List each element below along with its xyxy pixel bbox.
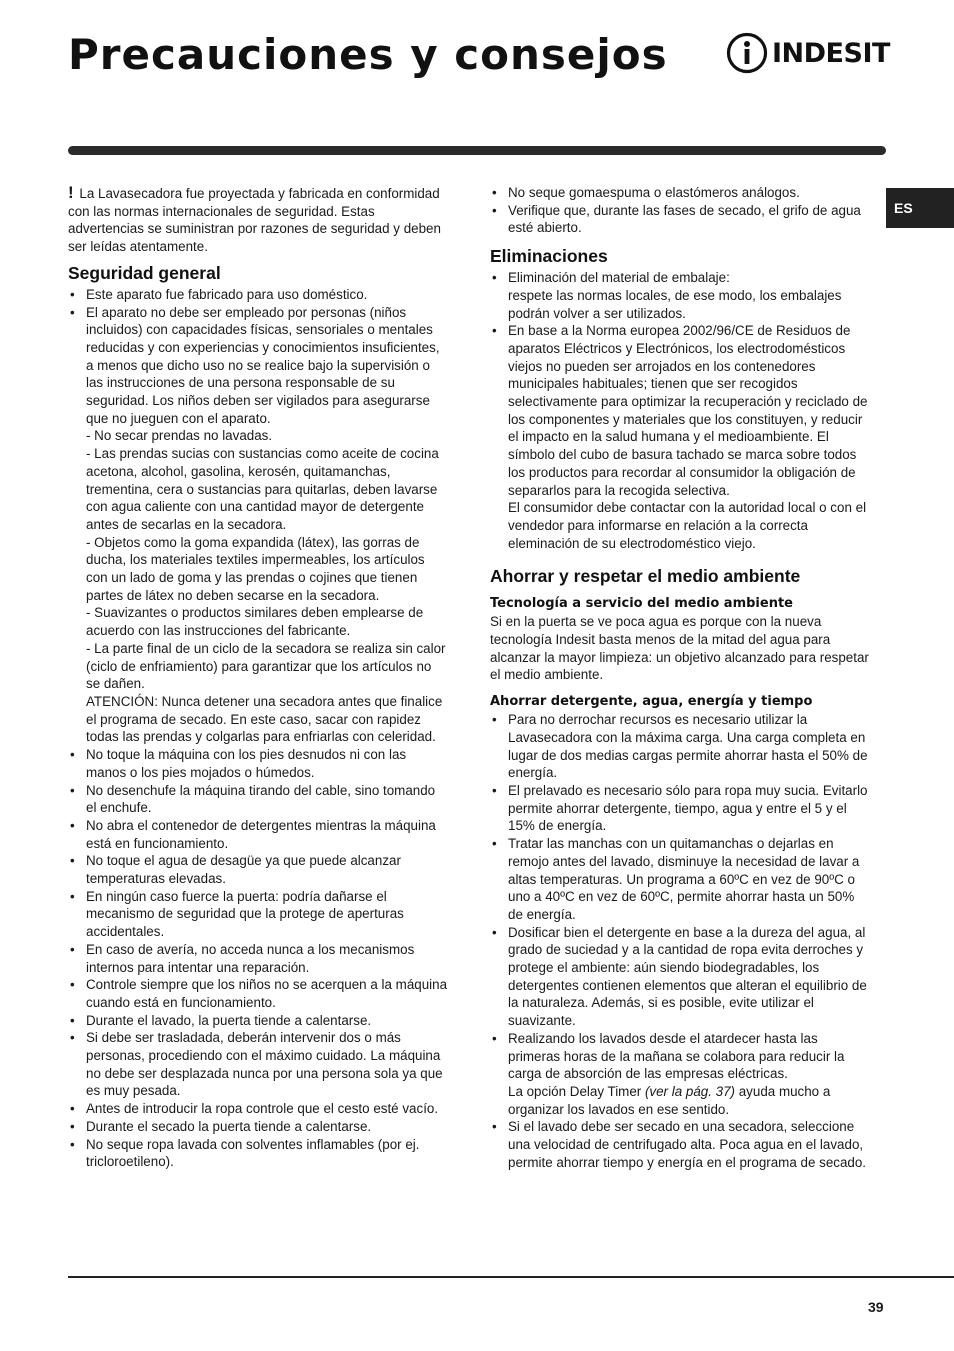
footer-rule bbox=[68, 1276, 954, 1278]
page-reference: (ver la pág. 37) bbox=[644, 1083, 736, 1099]
list-item: • Este aparato fue fabricado para uso doméstico. bbox=[68, 286, 448, 304]
heading-seguridad-general: Seguridad general bbox=[68, 262, 221, 283]
page-title: Precauciones y consejos bbox=[68, 30, 668, 79]
list-item: • Dosificar bien el detergente en base a la dureza del agua, al grado de suciedad y a la cantidad de ropa evita derroches y protege el ambiente: aún siendo biodegradables, los detergentes contienen elementos que alteran el equilibrio de la naturaleza. Además, si es posible, evite utilizar el suavizante. bbox=[490, 924, 872, 1030]
intro-paragraph bbox=[68, 184, 448, 256]
indesit-i-icon bbox=[726, 32, 768, 74]
ahorrar-list bbox=[490, 711, 872, 1171]
list-item: • Durante el lavado, la puerta tiende a calentarse. bbox=[68, 1012, 448, 1030]
list-item: • El aparato no debe ser empleado por personas (niños incluidos) con capacidades físicas, sensoriales o mentales reducidas y con experiencias y conocimientos insuficientes, a menos que dicho uso no se realice bajo la supervisión o las instrucciones de una persona responsable de su seguridad. Los niños deben ser vigilados para asegurarse que no jueguen con el aparato. - No secar prendas no lavadas. - Las prendas sucias con sustancias como aceite de cocina acetona, alcohol, gasolina, kerosén, quitamanchas, trementina, cera o sustancias para quitarlas, deben lavarse con agua caliente con una cantidad mayor de detergente antes de secarlas en la secadora. - Objetos como la goma expandida (látex), las gorras de ducha, los materiales textiles impermeables, los artículos con un lado de goma y las prendas o cojines que tienen partes de látex no deben secarse en la secadora. - Suavizantes o productos similares deben emplearse de acuerdo con las instrucciones del fabricante. - La parte final de un ciclo de la secadora se realiza sin calor (ciclo de enfriamiento) para garantizar que los artículos no se dañen. ATENCIÓN: Nunca detener una secadora antes que finalice el programa de secado. En este caso, sacar con rapidez todas las prendas y colgarlas para enfriarlas con celeridad. bbox=[68, 304, 448, 747]
subheading-ahorrar-detergente: Ahorrar detergente, agua, energía y tiempo bbox=[490, 694, 813, 710]
heading-ahorrar: Ahorrar y respetar el medio ambiente bbox=[490, 566, 801, 587]
list-item: • No seque gomaespuma o elastómeros análogos. bbox=[490, 184, 872, 202]
list-item: • En caso de avería, no acceda nunca a los mecanismos internos para intentar una reparación. bbox=[68, 941, 448, 976]
seguridad-list-continued bbox=[490, 184, 872, 237]
list-item: • No seque ropa lavada con solventes inflamables (por ej. tricloroetileno). bbox=[68, 1136, 448, 1171]
list-item: • Verifique que, durante las fases de secado, el grifo de agua esté abierto. bbox=[490, 202, 872, 237]
list-item: • Tratar las manchas con un quitamanchas o dejarlas en remojo antes del lavado, disminuye la necesidad de lavar a altas temperaturas. Un programa a 60ºC en vez de 90ºC o uno a 40ºC en vez de 60ºC, permite ahorrar hasta un 50% de energía. bbox=[490, 835, 872, 924]
brand-wordmark: INDESIT bbox=[772, 37, 890, 69]
list-item: • No abra el contenedor de detergentes mientras la máquina está en funcionamiento. bbox=[68, 817, 448, 852]
list-item: • No desenchufe la máquina tirando del cable, sino tomando el enchufe. bbox=[68, 782, 448, 817]
left-column bbox=[68, 184, 448, 1171]
list-item: • Si el lavado debe ser secado en una secadora, seleccione una velocidad de centrifugado alta. Poca agua en el lavado, permite ahorrar tiempo y energía en el programa de secado. bbox=[490, 1118, 872, 1171]
tecnologia-paragraph: Si en la puerta se ve poca agua es porque con la nueva tecnología Indesit basta menos de la mitad del agua para alcanzar la mayor limpieza: un objetivo alcanzado para respetar el medio ambiente. bbox=[490, 614, 869, 683]
list-item: • Si debe ser trasladada, deberán intervenir dos o más personas, procediendo con el máximo cuidado. La máquina no debe ser desplazada nunca por una persona sola ya que es muy pesada. bbox=[68, 1029, 448, 1100]
header-rule bbox=[68, 146, 886, 155]
subheading-tecnologia: Tecnología a servicio del medio ambiente bbox=[490, 596, 793, 612]
heading-eliminaciones: Eliminaciones bbox=[490, 246, 608, 267]
intro-text: La Lavasecadora fue proyectada y fabricada en conformidad con las normas internacionales de seguridad. Estas advertencias se suministran por razones de seguridad y deben ser leídas atentamente. bbox=[68, 186, 441, 255]
list-item: • No toque el agua de desagüe ya que puede alcanzar temperaturas elevadas. bbox=[68, 852, 448, 887]
seguridad-list bbox=[68, 286, 448, 1171]
list-item: • Para no derrochar recursos es necesario utilizar la Lavasecadora con la máxima carga. Una carga completa en lugar de dos medias cargas permite ahorrar hasta el 50% de energía. bbox=[490, 711, 872, 782]
list-item: • Eliminación del material de embalaje: respete las normas locales, de ese modo, los embalajes podrán volver a ser utilizados. bbox=[490, 269, 872, 322]
list-item: • No toque la máquina con los pies desnudos ni con las manos o los pies mojados o húmedos. bbox=[68, 746, 448, 781]
list-item: • Realizando los lavados desde el atardecer hasta las primeras horas de la mañana se colabora para reducir la carga de absorción de las empresas eléctricas. La opción Delay Timer (ver la pág. 37) ayuda mucho a organizar los lavados en ese sentido. bbox=[490, 1030, 872, 1119]
language-tab: ES bbox=[886, 188, 954, 228]
eliminaciones-list bbox=[490, 269, 872, 552]
list-item: • Controle siempre que los niños no se acerquen a la máquina cuando está en funcionamiento. bbox=[68, 976, 448, 1011]
right-column bbox=[490, 184, 872, 1171]
list-item: • En base a la Norma europea 2002/96/CE de Residuos de aparatos Eléctricos y Electrónicos, los electrodomésticos viejos no pueden ser arrojados en los contenedores municipales habituales; tienen que ser recogidos selectivamente para optimizar la recuperación y reciclado de los componentes y materiales que los constituyen, y reducir el impacto en la salud humana y el medioambiente. El símbolo del cubo de basura tachado se marca sobre todos los productos para recordar al consumidor la obligación de separarlos para la recogida selectiva. El consumidor debe contactar con la autoridad local o con el vendedor para informarse en relación a la correcta eleminación de su electrodoméstico viejo. bbox=[490, 322, 872, 552]
warning-mark: ! bbox=[68, 183, 74, 202]
list-item: • Antes de introducir la ropa controle que el cesto esté vacío. bbox=[68, 1100, 448, 1118]
indesit-logo bbox=[726, 32, 890, 74]
page-number: 39 bbox=[868, 1299, 884, 1315]
list-item: • Durante el secado la puerta tiende a calentarse. bbox=[68, 1118, 448, 1136]
list-item: • El prelavado es necesario sólo para ropa muy sucia. Evitarlo permite ahorrar detergente, tiempo, agua y entre el 5 y el 15% de energía. bbox=[490, 782, 872, 835]
list-item: • En ningún caso fuerce la puerta: podría dañarse el mecanismo de seguridad que la protege de aperturas accidentales. bbox=[68, 888, 448, 941]
